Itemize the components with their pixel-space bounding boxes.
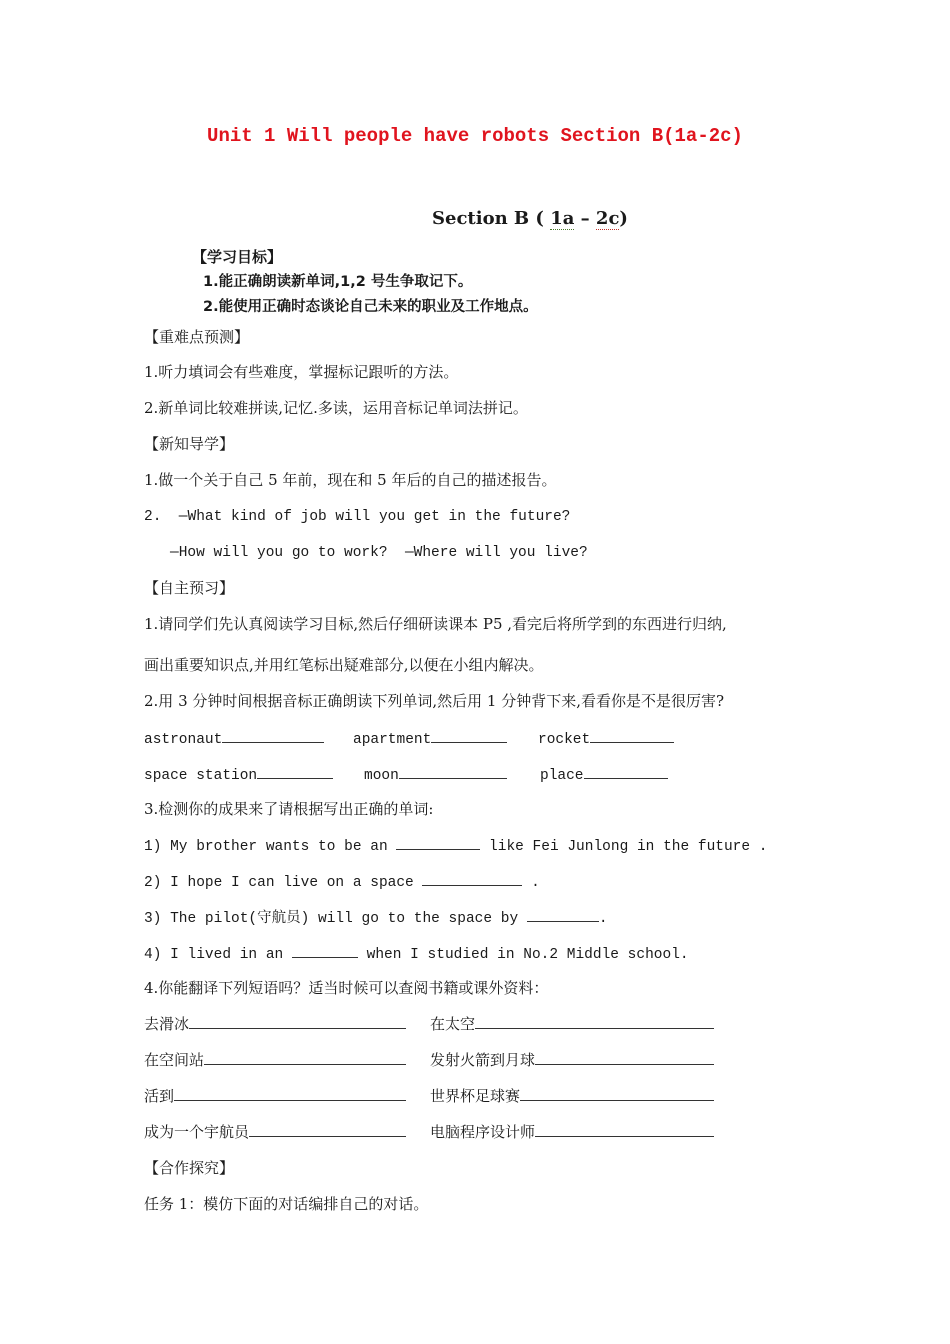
cooperation-heading: 【合作探究】 <box>144 1159 235 1177</box>
phrase-right-4 <box>430 1122 714 1142</box>
cooperation-task-1: 任务 1：模仿下面的对话编排自己的对话。 <box>144 1195 429 1213</box>
preview-item-1b: 画出重要知识点,并用红笔标出疑难部分,以便在小组内解决。 <box>144 656 544 674</box>
phrase-label: 世界杯足球赛 <box>430 1087 521 1105</box>
section-heading-part1: 1a <box>550 208 575 229</box>
word-moon <box>364 764 507 786</box>
phrase-label: 活到 <box>144 1087 175 1105</box>
section-heading-prefix: Section B ( <box>432 208 551 229</box>
preview-item-4: 4.你能翻译下列短语吗？适当时候可以查阅书籍或课外资料： <box>144 979 549 997</box>
preview-item-3: 3.检测你的成果来了请根据写出正确的单词: <box>144 800 434 818</box>
goal-item-2: 2.能使用正确时态谈论自己未来的职业及工作地点。 <box>203 299 538 315</box>
sentence-4 <box>144 943 689 965</box>
phrase-left-2 <box>144 1050 406 1070</box>
section-heading-sep: – <box>574 208 596 229</box>
word-label: moon <box>364 768 399 784</box>
document-title: Unit 1 Will people have robots Section B(1a-2c) <box>207 125 743 147</box>
phrase-right-3 <box>430 1086 714 1106</box>
word-blank[interactable] <box>257 764 333 779</box>
sentence-1 <box>144 835 768 857</box>
word-blank[interactable] <box>431 728 507 743</box>
sentence-text: . <box>522 875 540 891</box>
word-rocket <box>538 728 674 750</box>
word-place <box>540 764 668 786</box>
sentence-text: 3) The pilot(守航员) will go to the space by <box>144 911 527 927</box>
preview-item-1a: 1.请同学们先认真阅读学习目标,然后仔细研读课本 P5 ,看完后将所学到的东西进行归纳, <box>144 615 727 633</box>
section-heading <box>432 208 628 229</box>
sentence-2 <box>144 871 540 893</box>
section-heading-part2: 2c <box>595 208 620 229</box>
word-label: apartment <box>353 732 432 748</box>
word-space-station <box>144 764 333 786</box>
goals-heading: 【学习目标】 <box>192 248 283 266</box>
word-apartment <box>353 728 507 750</box>
phrase-blank[interactable] <box>520 1086 714 1101</box>
phrase-blank[interactable] <box>204 1050 406 1065</box>
sentence-text: 4) I lived in an <box>144 947 292 963</box>
phrase-blank[interactable] <box>249 1122 406 1137</box>
sentence-blank[interactable] <box>422 871 522 886</box>
phrase-label: 在空间站 <box>144 1051 205 1069</box>
phrase-blank[interactable] <box>174 1086 406 1101</box>
word-astronaut <box>144 728 324 750</box>
word-label: astronaut <box>144 732 223 748</box>
difficulty-item-1: 1.听力填词会有些难度，掌握标记跟听的方法。 <box>144 363 459 381</box>
guide-item-2: 2. —What kind of job will you get in the future? <box>144 509 571 525</box>
word-blank[interactable] <box>584 764 668 779</box>
phrase-label: 发射火箭到月球 <box>430 1051 536 1069</box>
section-heading-suffix: ) <box>619 208 628 229</box>
preview-item-2: 2.用 3 分钟时间根据音标正确朗读下列单词,然后用 1 分钟背下来,看看你是不是很厉害? <box>144 692 725 710</box>
guide-heading: 【新知导学】 <box>144 435 235 453</box>
phrase-blank[interactable] <box>189 1014 406 1029</box>
guide-item-2b: —How will you go to work? —Where will you live? <box>170 545 588 561</box>
difficulty-item-2: 2.新单词比较难拼读,记忆.多读，运用音标记单词法拼记。 <box>144 399 528 417</box>
sentence-3 <box>144 907 608 929</box>
word-blank[interactable] <box>222 728 324 743</box>
phrase-left-1 <box>144 1014 406 1034</box>
phrase-blank[interactable] <box>475 1014 714 1029</box>
goal-item-1: 1.能正确朗读新单词,1,2 号生争取记下。 <box>203 274 473 290</box>
sentence-blank[interactable] <box>527 907 599 922</box>
phrase-label: 电脑程序设计师 <box>430 1123 536 1141</box>
sentence-blank[interactable] <box>396 835 480 850</box>
phrase-right-1 <box>430 1014 714 1034</box>
word-blank[interactable] <box>590 728 674 743</box>
word-label: rocket <box>538 732 591 748</box>
phrase-left-3 <box>144 1086 406 1106</box>
phrase-blank[interactable] <box>535 1050 714 1065</box>
guide-item-1: 1.做一个关于自己 5 年前，现在和 5 年后的自己的描述报告。 <box>144 471 557 489</box>
sentence-text: 2) I hope I can live on a space <box>144 875 423 891</box>
word-blank[interactable] <box>399 764 507 779</box>
word-label: place <box>540 768 584 784</box>
phrase-left-4 <box>144 1122 406 1142</box>
sentence-text: when I studied in No.2 Middle school. <box>357 947 689 963</box>
phrase-label: 在太空 <box>430 1015 476 1033</box>
sentence-text: 1) My brother wants to be an <box>144 839 397 855</box>
sentence-text: like Fei Junlong in the future . <box>480 839 768 855</box>
phrase-blank[interactable] <box>535 1122 714 1137</box>
difficulty-heading: 【重难点预测】 <box>144 328 250 346</box>
phrase-label: 成为一个宇航员 <box>144 1123 250 1141</box>
sentence-text: . <box>598 911 608 927</box>
sentence-blank[interactable] <box>292 943 358 958</box>
phrase-label: 去滑冰 <box>144 1015 190 1033</box>
word-label: space station <box>144 768 258 784</box>
preview-heading: 【自主预习】 <box>144 579 235 597</box>
phrase-right-2 <box>430 1050 714 1070</box>
